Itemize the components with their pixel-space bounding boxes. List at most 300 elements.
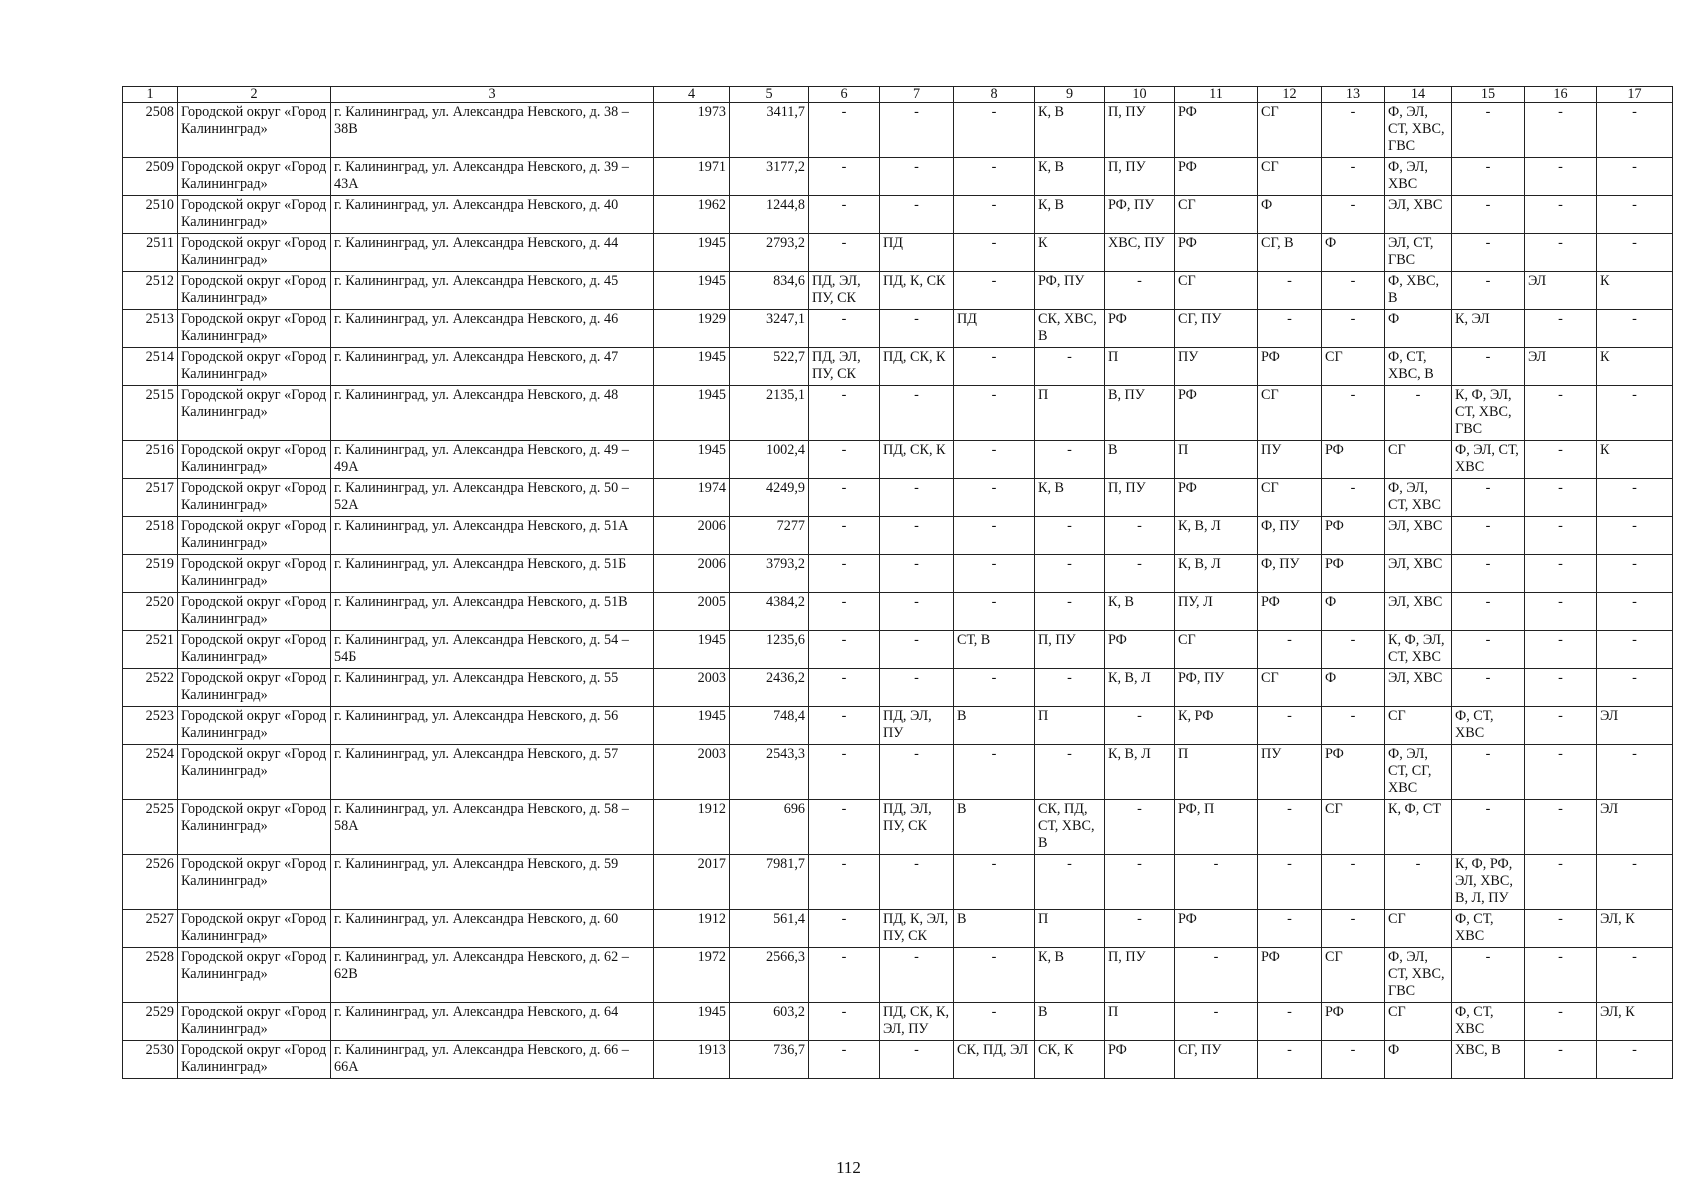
table-cell: 2511 xyxy=(123,234,178,272)
table-cell: - xyxy=(1258,1041,1322,1079)
table-cell: 2512 xyxy=(123,272,178,310)
table-cell: СГ xyxy=(1175,272,1258,310)
table-cell: - xyxy=(1525,910,1597,948)
table-cell: г. Калининград, ул. Александра Невского, д. 38 – 38В xyxy=(331,103,654,158)
page-number: 112 xyxy=(836,1158,861,1177)
table-cell: ПД xyxy=(954,310,1035,348)
table-cell: - xyxy=(1452,158,1525,196)
table-cell: 2006 xyxy=(654,555,730,593)
table-cell: 7277 xyxy=(730,517,809,555)
table-cell: 2530 xyxy=(123,1041,178,1079)
table-cell: - xyxy=(1105,707,1175,745)
table-row xyxy=(123,517,1673,555)
table-cell: Городской округ «Город Калининград» xyxy=(178,348,331,386)
table-cell: 1962 xyxy=(654,196,730,234)
table-cell: Городской округ «Город Калининград» xyxy=(178,272,331,310)
table-cell: К, Ф, ЭЛ, СТ, ХВС xyxy=(1385,631,1452,669)
table-cell: - xyxy=(1525,479,1597,517)
table-cell: Городской округ «Город Калининград» xyxy=(178,593,331,631)
table-cell: Городской округ «Город Калининград» xyxy=(178,310,331,348)
table-cell: К, В xyxy=(1035,158,1105,196)
table-cell: 696 xyxy=(730,800,809,855)
table-cell: СГ xyxy=(1322,800,1385,855)
table-cell: ПУ xyxy=(1258,745,1322,800)
table-cell: - xyxy=(1258,631,1322,669)
table-cell: П xyxy=(1175,441,1258,479)
table-cell: 2514 xyxy=(123,348,178,386)
table-cell: Ф xyxy=(1322,669,1385,707)
table-cell: - xyxy=(954,593,1035,631)
table-cell: - xyxy=(1597,196,1673,234)
table-cell: Ф xyxy=(1385,310,1452,348)
table-cell: 603,2 xyxy=(730,1003,809,1041)
table-cell: 2519 xyxy=(123,555,178,593)
table-cell: 2526 xyxy=(123,855,178,910)
table-cell: 3793,2 xyxy=(730,555,809,593)
table-cell: ПД, К, ЭЛ, ПУ, СК xyxy=(880,910,954,948)
table-cell: ЭЛ, ХВС xyxy=(1385,196,1452,234)
table-cell: - xyxy=(1258,800,1322,855)
column-header: 12 xyxy=(1258,87,1322,103)
table-cell: 4249,9 xyxy=(730,479,809,517)
column-header: 10 xyxy=(1105,87,1175,103)
table-cell: РФ xyxy=(1322,441,1385,479)
table-cell: СГ xyxy=(1385,910,1452,948)
table-cell: - xyxy=(1452,593,1525,631)
table-cell: ЭЛ xyxy=(1597,707,1673,745)
table-cell: - xyxy=(809,103,880,158)
table-cell: ПД, К, СК xyxy=(880,272,954,310)
table-cell: г. Калининград, ул. Александра Невского, д. 48 xyxy=(331,386,654,441)
table-cell: - xyxy=(1322,196,1385,234)
table-cell: 1912 xyxy=(654,910,730,948)
table-cell: г. Калининград, ул. Александра Невского, д. 44 xyxy=(331,234,654,272)
table-cell: СТ, В xyxy=(954,631,1035,669)
table-cell: 2516 xyxy=(123,441,178,479)
table-cell: 1972 xyxy=(654,948,730,1003)
table-cell: К, РФ xyxy=(1175,707,1258,745)
table-row xyxy=(123,196,1673,234)
table-cell: В xyxy=(954,800,1035,855)
table-cell: - xyxy=(1322,631,1385,669)
table-cell: г. Калининград, ул. Александра Невского, д. 40 xyxy=(331,196,654,234)
table-cell: П, ПУ xyxy=(1105,948,1175,1003)
table-cell: - xyxy=(1035,441,1105,479)
table-cell: 2520 xyxy=(123,593,178,631)
table-cell: Ф, СТ, ХВС, В xyxy=(1385,348,1452,386)
table-cell: - xyxy=(1597,386,1673,441)
table-cell: 2521 xyxy=(123,631,178,669)
table-row xyxy=(123,707,1673,745)
table-cell: К, Ф, РФ, ЭЛ, ХВС, В, Л, ПУ xyxy=(1452,855,1525,910)
table-cell: ЭЛ, ХВС xyxy=(1385,593,1452,631)
table-cell: П xyxy=(1035,910,1105,948)
table-row xyxy=(123,1003,1673,1041)
table-cell: - xyxy=(809,158,880,196)
table-cell: 2003 xyxy=(654,669,730,707)
table-cell: СГ xyxy=(1175,631,1258,669)
table-cell: РФ xyxy=(1175,234,1258,272)
table-cell: Городской округ «Город Калининград» xyxy=(178,158,331,196)
table-cell: - xyxy=(1525,669,1597,707)
table-cell: г. Калининград, ул. Александра Невского, д. 58 – 58А xyxy=(331,800,654,855)
table-cell: К, В xyxy=(1035,196,1105,234)
table-cell: - xyxy=(1322,479,1385,517)
table-cell: - xyxy=(1452,348,1525,386)
table-row xyxy=(123,479,1673,517)
table-cell: - xyxy=(1597,669,1673,707)
table-cell: Городской округ «Город Калининград» xyxy=(178,479,331,517)
table-cell: - xyxy=(1322,1041,1385,1079)
table-cell: В xyxy=(954,910,1035,948)
table-cell: П xyxy=(1105,348,1175,386)
column-header: 5 xyxy=(730,87,809,103)
table-cell: Городской округ «Город Калининград» xyxy=(178,555,331,593)
table-cell: ЭЛ, К xyxy=(1597,910,1673,948)
table-cell: 736,7 xyxy=(730,1041,809,1079)
table-cell: К, В, Л xyxy=(1105,669,1175,707)
table-cell: Городской округ «Город Калининград» xyxy=(178,910,331,948)
table-cell: - xyxy=(1258,272,1322,310)
table-cell: г. Калининград, ул. Александра Невского, д. 56 xyxy=(331,707,654,745)
table-cell: Ф, ЭЛ, СТ, ХВС xyxy=(1385,479,1452,517)
table-row xyxy=(123,441,1673,479)
table-cell: - xyxy=(954,555,1035,593)
table-cell: РФ xyxy=(1175,103,1258,158)
table-row xyxy=(123,386,1673,441)
table-cell: - xyxy=(1525,310,1597,348)
table-cell: - xyxy=(809,593,880,631)
table-cell: - xyxy=(809,948,880,1003)
table-cell: - xyxy=(880,631,954,669)
table-cell: - xyxy=(880,310,954,348)
table-cell: - xyxy=(1105,555,1175,593)
table-cell: - xyxy=(1452,196,1525,234)
table-cell: СГ xyxy=(1175,196,1258,234)
table-cell: ХВС, В xyxy=(1452,1041,1525,1079)
table-cell: ПД, ЭЛ, ПУ, СК xyxy=(880,800,954,855)
table-cell: РФ xyxy=(1105,310,1175,348)
table-cell: К xyxy=(1035,234,1105,272)
table-cell: - xyxy=(1525,631,1597,669)
table-cell: 1974 xyxy=(654,479,730,517)
table-cell: РФ xyxy=(1322,1003,1385,1041)
table-cell: СГ xyxy=(1258,479,1322,517)
table-cell: - xyxy=(809,669,880,707)
table-cell: Ф xyxy=(1322,234,1385,272)
table-cell: г. Калининград, ул. Александра Невского, д. 55 xyxy=(331,669,654,707)
table-cell: ПД, СК, К, ЭЛ, ПУ xyxy=(880,1003,954,1041)
table-cell: 1002,4 xyxy=(730,441,809,479)
table-cell: К, В xyxy=(1035,479,1105,517)
table-cell: К, В xyxy=(1035,103,1105,158)
table-cell: - xyxy=(880,669,954,707)
table-cell: 2527 xyxy=(123,910,178,948)
table-cell: - xyxy=(1258,855,1322,910)
table-cell: - xyxy=(809,310,880,348)
table-cell: 1945 xyxy=(654,707,730,745)
table-cell: 2529 xyxy=(123,1003,178,1041)
table-cell: П xyxy=(1035,386,1105,441)
table-cell: 1929 xyxy=(654,310,730,348)
table-cell: СГ xyxy=(1385,707,1452,745)
table-cell: СГ xyxy=(1322,948,1385,1003)
table-cell: ПУ xyxy=(1258,441,1322,479)
table-cell: РФ xyxy=(1322,555,1385,593)
table-cell: - xyxy=(1597,158,1673,196)
table-cell: 2005 xyxy=(654,593,730,631)
table-cell: - xyxy=(954,948,1035,1003)
table-cell: 2017 xyxy=(654,855,730,910)
table-cell: Ф, СТ, ХВС xyxy=(1452,707,1525,745)
table-cell: 522,7 xyxy=(730,348,809,386)
table-cell: Ф, ЭЛ, ХВС xyxy=(1385,158,1452,196)
table-cell: 2793,2 xyxy=(730,234,809,272)
table-cell: 3247,1 xyxy=(730,310,809,348)
column-header: 9 xyxy=(1035,87,1105,103)
table-cell: г. Калининград, ул. Александра Невского, д. 45 xyxy=(331,272,654,310)
table-cell: г. Калининград, ул. Александра Невского, д. 66 – 66А xyxy=(331,1041,654,1079)
column-header: 3 xyxy=(331,87,654,103)
table-row xyxy=(123,310,1673,348)
table-cell: - xyxy=(1597,479,1673,517)
table-cell: г. Калининград, ул. Александра Невского, д. 59 xyxy=(331,855,654,910)
table-row xyxy=(123,669,1673,707)
table-cell: - xyxy=(1035,669,1105,707)
table-cell: ЭЛ xyxy=(1525,348,1597,386)
table-cell: 2135,1 xyxy=(730,386,809,441)
table-row xyxy=(123,855,1673,910)
table-cell: РФ xyxy=(1175,158,1258,196)
table-cell: - xyxy=(1525,517,1597,555)
table-cell: РФ xyxy=(1105,1041,1175,1079)
table-cell: 7981,7 xyxy=(730,855,809,910)
table-cell: К, В xyxy=(1105,593,1175,631)
column-header: 8 xyxy=(954,87,1035,103)
table-cell: - xyxy=(954,348,1035,386)
table-cell: - xyxy=(809,441,880,479)
table-cell: П, ПУ xyxy=(1105,158,1175,196)
table-cell: - xyxy=(954,386,1035,441)
table-cell: Городской округ «Город Калининград» xyxy=(178,707,331,745)
table-cell: 3177,2 xyxy=(730,158,809,196)
table-cell: г. Калининград, ул. Александра Невского, д. 47 xyxy=(331,348,654,386)
table-cell: ЭЛ, К xyxy=(1597,1003,1673,1041)
table-cell: - xyxy=(809,555,880,593)
table-cell: - xyxy=(880,103,954,158)
table-cell: - xyxy=(1525,158,1597,196)
table-cell: г. Калининград, ул. Александра Невского, д. 51Б xyxy=(331,555,654,593)
table-row xyxy=(123,555,1673,593)
table-header xyxy=(123,87,1673,103)
table-cell: - xyxy=(880,948,954,1003)
table-cell: - xyxy=(1322,158,1385,196)
table-cell: РФ xyxy=(1175,386,1258,441)
table-cell: 2543,3 xyxy=(730,745,809,800)
table-cell: - xyxy=(954,272,1035,310)
table-cell: - xyxy=(809,800,880,855)
table-cell: - xyxy=(880,593,954,631)
table-cell: - xyxy=(1452,272,1525,310)
table-cell: - xyxy=(954,103,1035,158)
table-cell: г. Калининград, ул. Александра Невского, д. 50 – 52А xyxy=(331,479,654,517)
table-cell: Городской округ «Город Калининград» xyxy=(178,800,331,855)
table-cell: 1945 xyxy=(654,348,730,386)
table-cell: СГ xyxy=(1258,386,1322,441)
table-cell: П xyxy=(1175,745,1258,800)
table-cell: - xyxy=(954,745,1035,800)
table-cell: К, ЭЛ xyxy=(1452,310,1525,348)
table-cell: В, ПУ xyxy=(1105,386,1175,441)
table-cell: 2515 xyxy=(123,386,178,441)
table-cell: ЭЛ, ХВС xyxy=(1385,555,1452,593)
table-cell: - xyxy=(1258,1003,1322,1041)
table-cell: - xyxy=(880,158,954,196)
table-cell: - xyxy=(1525,441,1597,479)
table-cell: 2508 xyxy=(123,103,178,158)
table-cell: РФ xyxy=(1322,745,1385,800)
table-cell: - xyxy=(1525,1003,1597,1041)
table-cell: В xyxy=(1105,441,1175,479)
table-cell: РФ xyxy=(1105,631,1175,669)
table-cell: - xyxy=(1597,631,1673,669)
table-cell: СК, ХВС, В xyxy=(1035,310,1105,348)
table-cell: - xyxy=(809,479,880,517)
table-cell: СГ xyxy=(1385,441,1452,479)
table-cell: 2528 xyxy=(123,948,178,1003)
table-cell: 1971 xyxy=(654,158,730,196)
column-header: 1 xyxy=(123,87,178,103)
table-cell: 2003 xyxy=(654,745,730,800)
table-cell: РФ xyxy=(1258,348,1322,386)
table-cell: - xyxy=(809,386,880,441)
table-cell: - xyxy=(1035,593,1105,631)
table-cell: - xyxy=(1525,593,1597,631)
column-header: 14 xyxy=(1385,87,1452,103)
table-cell: Ф xyxy=(1322,593,1385,631)
table-cell: - xyxy=(954,158,1035,196)
table-cell: - xyxy=(954,517,1035,555)
table-row xyxy=(123,800,1673,855)
table-cell: - xyxy=(954,441,1035,479)
table-cell: СК, К xyxy=(1035,1041,1105,1079)
table-cell: - xyxy=(1525,234,1597,272)
table-cell: 1945 xyxy=(654,1003,730,1041)
table-cell: - xyxy=(809,855,880,910)
table-cell: г. Калининград, ул. Александра Невского, д. 60 xyxy=(331,910,654,948)
table-cell: - xyxy=(1035,517,1105,555)
table-cell: - xyxy=(1385,386,1452,441)
table-cell: Ф, ЭЛ, СТ, ХВС, ГВС xyxy=(1385,948,1452,1003)
table-cell: П, ПУ xyxy=(1035,631,1105,669)
table-row xyxy=(123,1041,1673,1079)
header-row xyxy=(123,87,1673,103)
table-cell: СГ xyxy=(1258,669,1322,707)
table-cell: - xyxy=(809,196,880,234)
table-cell: - xyxy=(1525,800,1597,855)
column-header: 13 xyxy=(1322,87,1385,103)
table-cell: К, Ф, СТ xyxy=(1385,800,1452,855)
table-cell: Городской округ «Город Калининград» xyxy=(178,745,331,800)
table-cell: 2509 xyxy=(123,158,178,196)
table-cell: - xyxy=(1322,855,1385,910)
table-cell: - xyxy=(1385,855,1452,910)
table-row xyxy=(123,103,1673,158)
table-cell: ПД, ЭЛ, ПУ, СК xyxy=(809,348,880,386)
table-cell: 834,6 xyxy=(730,272,809,310)
table-cell: - xyxy=(809,1003,880,1041)
table-cell: РФ xyxy=(1322,517,1385,555)
table-cell: ПД, ЭЛ, ПУ, СК xyxy=(809,272,880,310)
table-cell: - xyxy=(1597,855,1673,910)
table-cell: ЭЛ, ХВС xyxy=(1385,517,1452,555)
table-cell: РФ, ПУ xyxy=(1105,196,1175,234)
table-cell: Городской округ «Город Калининград» xyxy=(178,948,331,1003)
table-cell: ПУ xyxy=(1175,348,1258,386)
table-cell: - xyxy=(1322,910,1385,948)
table-cell: 1945 xyxy=(654,386,730,441)
table-cell: - xyxy=(1452,479,1525,517)
table-cell: ПД, ЭЛ, ПУ xyxy=(880,707,954,745)
table-cell: г. Калининград, ул. Александра Невского, д. 51В xyxy=(331,593,654,631)
table-cell: П xyxy=(1105,1003,1175,1041)
table-body xyxy=(123,103,1673,1079)
table-cell: - xyxy=(954,1003,1035,1041)
table-cell: - xyxy=(1597,103,1673,158)
table-cell: РФ xyxy=(1258,948,1322,1003)
table-cell: г. Калининград, ул. Александра Невского, д. 49 – 49А xyxy=(331,441,654,479)
table-cell: СГ xyxy=(1258,158,1322,196)
table-cell: ХВС, ПУ xyxy=(1105,234,1175,272)
table-cell: Городской округ «Город Калининград» xyxy=(178,386,331,441)
table-cell: - xyxy=(1525,855,1597,910)
table-cell: - xyxy=(1105,800,1175,855)
table-cell: Ф xyxy=(1258,196,1322,234)
table-cell: 561,4 xyxy=(730,910,809,948)
table-cell: Городской округ «Город Калининград» xyxy=(178,631,331,669)
table-cell: - xyxy=(1322,707,1385,745)
table-cell: Городской округ «Город Калининград» xyxy=(178,669,331,707)
table-cell: 2523 xyxy=(123,707,178,745)
table-cell: ЭЛ, ХВС xyxy=(1385,669,1452,707)
table-cell: - xyxy=(1597,310,1673,348)
table-cell: Городской округ «Город Калининград» xyxy=(178,855,331,910)
table-cell: Ф, ЭЛ, СТ, СГ, ХВС xyxy=(1385,745,1452,800)
table-cell: - xyxy=(1258,707,1322,745)
table-cell: - xyxy=(809,745,880,800)
table-cell: Городской округ «Город Калининград» xyxy=(178,1041,331,1079)
table-cell: Ф, ПУ xyxy=(1258,555,1322,593)
column-header: 17 xyxy=(1597,87,1673,103)
table-row xyxy=(123,158,1673,196)
table-cell: г. Калининград, ул. Александра Невского, д. 64 xyxy=(331,1003,654,1041)
table-cell: - xyxy=(1322,386,1385,441)
table-cell: г. Калининград, ул. Александра Невского, д. 62 – 62В xyxy=(331,948,654,1003)
table-cell: К, В, Л xyxy=(1105,745,1175,800)
table-cell: К xyxy=(1597,441,1673,479)
table-cell: - xyxy=(1175,948,1258,1003)
table-cell: - xyxy=(954,855,1035,910)
table-cell: - xyxy=(1452,631,1525,669)
table-cell: - xyxy=(809,631,880,669)
table-cell: - xyxy=(809,707,880,745)
table-cell: Ф, СТ, ХВС xyxy=(1452,1003,1525,1041)
table-cell: 2006 xyxy=(654,517,730,555)
table-cell: - xyxy=(1597,593,1673,631)
table-cell: - xyxy=(1597,948,1673,1003)
table-cell: - xyxy=(1035,348,1105,386)
table-cell: - xyxy=(1258,910,1322,948)
